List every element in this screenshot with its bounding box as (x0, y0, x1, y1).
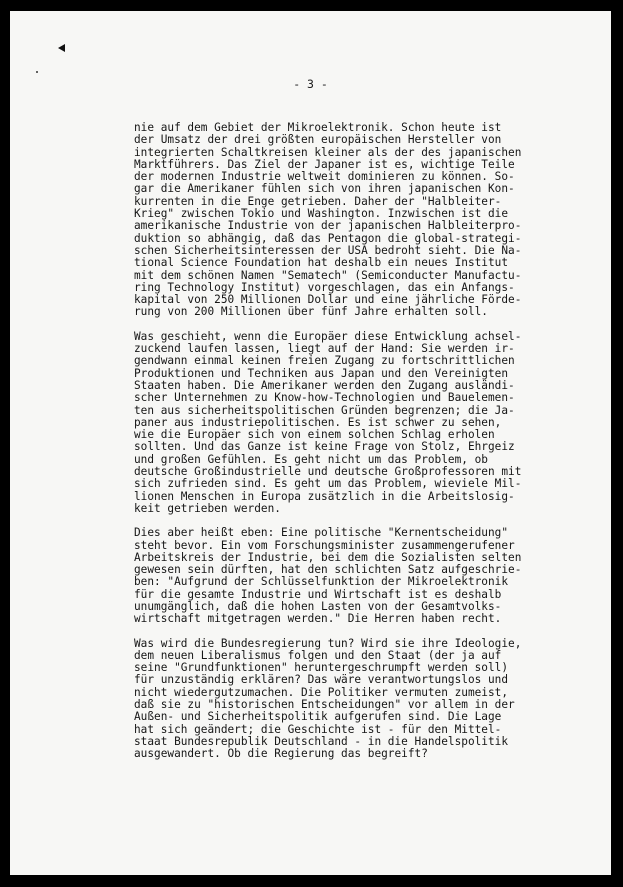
scan-dot-mark (36, 71, 38, 73)
text-line: Was geschieht, wenn die Europäer diese Entwicklung achsel- (134, 329, 522, 343)
text-line: keit getrieben werden. (134, 501, 281, 515)
body-text (134, 122, 554, 773)
text-line: gewesen sein dürften, hat den schlichten Satz aufgeschrie- (134, 563, 522, 577)
text-line: duktion so abhängig, daß das Pentagon die global-strategi- (134, 231, 522, 245)
text-line: nicht wiedergutzumachen. Die Politiker vermuten zumeist, (134, 685, 509, 699)
text-line: tional Science Foundation hat deshalb ein neues Institut (134, 256, 509, 270)
text-line: der Umsatz der drei größten europäischen Hersteller von (134, 133, 502, 147)
text-line: Arbeitskreis der Industrie, bei dem die Sozialisten selten (134, 550, 522, 564)
text-line: der modernen Industrie weltweit dominieren zu können. So- (134, 170, 515, 184)
text-line: ben: "Aufgrund der Schlüsselfunktion der Mikroelektronik (134, 575, 509, 589)
paragraph (134, 331, 554, 515)
text-line: amerikanische Industrie von der japanischen Halbleiterpro- (134, 219, 522, 233)
text-line: wirtschaft mitgetragen werden." Die Herren haben recht. (134, 612, 502, 626)
text-line: daß sie zu "historischen Entscheidungen" vor allem in der (134, 698, 515, 712)
text-line: ten aus sicherheitspolitischen Gründen begrenzen; die Ja- (134, 403, 515, 417)
text-line: scher Unternehmen zu Know-how-Technologien und Bauelemen- (134, 391, 515, 405)
text-line: unumgänglich, daß die hohen Lasten von der Gesamtvolks- (134, 599, 502, 613)
text-line: für die gesamte Industrie und Wirtschaft ist es deshalb (134, 587, 502, 601)
text-line: zuckend laufen lassen, liegt auf der Hand: Sie werden ir- (134, 342, 515, 356)
text-line: ausgewandert. Ob die Regierung das begreift? (134, 747, 428, 761)
text-line: Produktionen und Techniken aus Japan und den Vereinigten (134, 366, 509, 380)
text-line: Staaten haben. Die Amerikaner werden den Zugang ausländi- (134, 378, 515, 392)
text-line: hat sich geändert; die Geschichte ist - für den Mittel- (134, 722, 502, 736)
page-number: - 3 - (293, 77, 328, 91)
text-line: für unzuständig erklären? Das wäre verantwortungslos und (134, 673, 509, 687)
text-line: sich zufrieden sind. Es geht um das Problem, wieviele Mil- (134, 477, 522, 491)
text-line: seine "Grundfunktionen" heruntergeschrumpft werden soll) (134, 661, 509, 675)
scan-arrow-mark (58, 44, 65, 52)
text-line: staat Bundesrepublik Deutschland - in die Handelspolitik (134, 734, 509, 748)
text-line: Dies aber heißt eben: Eine politische "Kernentscheidung" (134, 526, 509, 540)
text-line: nie auf dem Gebiet der Mikroelektronik. Schon heute ist (134, 121, 502, 134)
text-line: sollten. Und das Ganze ist keine Frage von Stolz, Ehrgeiz (134, 440, 515, 454)
text-line: Außen- und Sicherheitspolitik aufgerufen sind. Die Lage (134, 710, 502, 724)
text-line: paner aus industriepolitischen. Es ist schwer zu sehen, (134, 415, 502, 429)
paragraph (134, 122, 554, 319)
text-line: steht bevor. Ein vom Forschungsminister zusammengerufener (134, 538, 515, 552)
text-line: mit dem schönen Namen "Sematech" (Semiconducter Manufactu- (134, 268, 522, 282)
text-line: und großen Gefühlen. Es geht nicht um das Problem, ob (134, 452, 488, 466)
text-line: Marktführers. Das Ziel der Japaner ist es, wichtige Teile (134, 157, 515, 171)
text-line: Krieg" zwischen Tokio und Washington. Inzwischen ist die (134, 207, 509, 221)
paragraph (134, 527, 554, 625)
text-line: integrierten Schaltkreisen kleiner als der des japanischen (134, 145, 522, 159)
text-line: Was wird die Bundesregierung tun? Wird sie ihre Ideologie, (134, 636, 522, 650)
text-line: kurrenten in die Enge getrieben. Daher der "Halbleiter- (134, 194, 502, 208)
text-line: dem neuen Liberalismus folgen und den Staat (der ja auf (134, 648, 502, 662)
text-line: schen Sicherheitsinteressen der USA bedroht sieht. Die Na- (134, 243, 522, 257)
text-line: rung von 200 Millionen über fünf Jahre erhalten soll. (134, 305, 488, 319)
text-line: kapital von 250 Millionen Dollar und eine jährliche Förde- (134, 293, 522, 307)
document-page (10, 11, 611, 875)
text-line: ring Technology Institut) vorgeschlagen, das ein Anfangs- (134, 280, 515, 294)
text-line: deutsche Großindustrielle und deutsche Großprofessoren mit (134, 465, 522, 479)
text-line: wie die Europäer sich von einem solchen Schlag erholen (134, 428, 495, 442)
text-line: lionen Menschen in Europa zusätzlich in die Arbeitslosig- (134, 489, 515, 503)
paragraph (134, 638, 554, 761)
text-line: gendwann einmal keinen freien Zugang zu fortschrittlichen (134, 354, 515, 368)
text-line: gar die Amerikaner fühlen sich von ihren japanischen Kon- (134, 182, 515, 196)
